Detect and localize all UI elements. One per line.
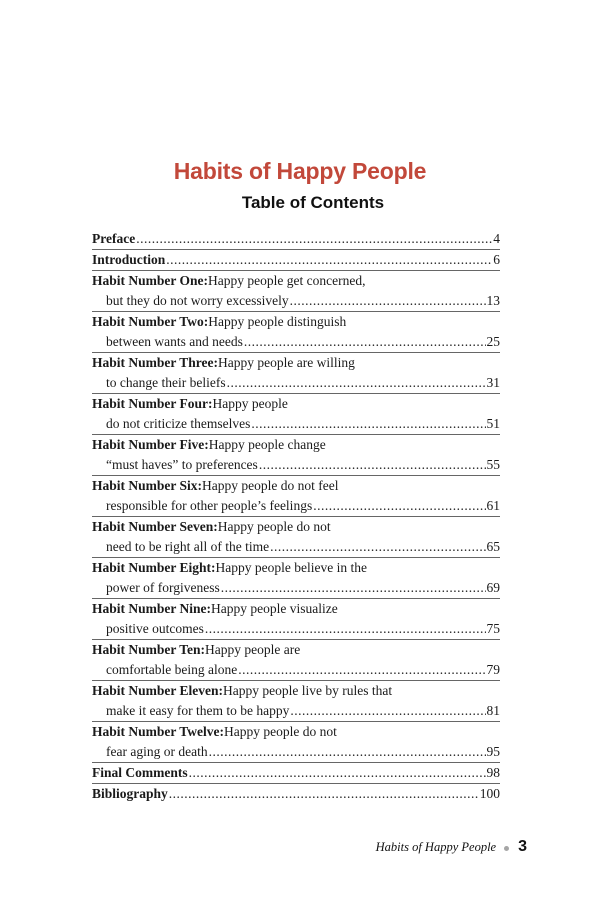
toc-entry-label: Habit Number Eight: [92,560,216,575]
toc-entry-description-cont: make it easy for them to be happy [106,703,290,718]
toc-entry-habit-two[interactable] [92,312,500,352]
dot-leader [189,763,486,783]
toc-entry-description-cont: do not criticize themselves [106,416,251,431]
toc-page-number: 79 [486,662,500,677]
toc-entry-description-cont: to change their beliefs [106,375,226,390]
dot-leader [259,455,486,475]
toc-entry-habit-four[interactable] [92,394,500,434]
toc-page-number: 25 [486,334,500,349]
toc-page-number: 65 [486,539,500,554]
toc-entry-bibliography[interactable] [92,784,500,804]
toc-entry-label: Habit Number Eleven: [92,683,223,698]
toc-page-number: 51 [486,416,500,431]
toc-page-number: 4 [493,231,500,246]
toc-page-number: 69 [486,580,500,595]
toc-entry-label: Habit Number One: [92,273,209,288]
toc-entry-label: Habit Number Twelve: [92,724,224,739]
toc-entry-habit-six[interactable] [92,476,500,516]
toc-page-number: 31 [486,375,500,390]
toc-page-number: 13 [486,293,500,308]
dot-leader [313,496,485,516]
toc-page-number: 98 [486,765,500,780]
dot-leader [238,660,485,680]
toc-entry-description: Happy people are [205,642,301,657]
dot-leader [221,578,486,598]
toc-entry-description: Happy people get concerned, [208,273,366,288]
toc-entry-description-cont: but they do not worry excessively [106,293,289,308]
dot-leader [205,619,486,639]
toc-entry-description-cont: “must haves” to preferences [106,457,258,472]
toc-page-number: 61 [486,498,500,513]
toc-entry-description-cont: need to be right all of the time [106,539,270,554]
dot-leader [270,537,485,557]
toc-entry-description: Happy people distinguish [208,314,347,329]
page-number: 3 [518,838,527,855]
dot-leader [227,373,486,393]
toc-entry-introduction[interactable] [92,250,500,270]
toc-entry-label: Preface [92,231,136,246]
toc-entry-habit-five[interactable] [92,435,500,475]
toc-entry-final-comments[interactable] [92,763,500,783]
toc-entry-label: Habit Number Three: [92,355,219,370]
toc-heading: Table of Contents [241,193,385,212]
toc-entry-description: Happy people live by rules that [223,683,393,698]
running-footer [376,838,527,856]
toc-entry-description-cont: power of forgiveness [106,580,220,595]
table-of-contents [92,229,500,804]
toc-page-number: 81 [486,703,500,718]
toc-entry-description-cont: responsible for other people’s feelings [106,498,313,513]
dot-leader [244,332,486,352]
toc-entry-label: Introduction [92,252,166,267]
toc-entry-description-cont: fear aging or death [106,744,208,759]
toc-entry-description: Happy people do not feel [202,478,339,493]
toc-entry-label: Final Comments [92,765,188,780]
toc-entry-habit-eleven[interactable] [92,681,500,721]
toc-entry-habit-eight[interactable] [92,558,500,598]
dot-leader [251,414,485,434]
toc-page-number: 55 [486,457,500,472]
dot-leader [166,250,492,270]
toc-entry-description: Happy people [212,396,288,411]
toc-entry-label: Habit Number Ten: [92,642,206,657]
toc-entry-description-cont: positive outcomes [106,621,204,636]
toc-entry-label: Habit Number Four: [92,396,213,411]
dot-leader [290,291,486,311]
toc-entry-label: Habit Number Five: [92,437,209,452]
toc-page-number: 100 [479,786,500,801]
toc-entry-description: Happy people are willing [218,355,355,370]
toc-entry-habit-three[interactable] [92,353,500,393]
toc-entry-label: Bibliography [92,786,168,801]
dot-leader [136,229,492,249]
toc-entry-habit-one[interactable] [92,271,500,311]
footer-book-title: Habits of Happy People [375,840,497,854]
toc-entry-label: Habit Number Six: [92,478,203,493]
dot-leader [290,701,485,721]
toc-entry-description: Happy people do not [217,519,331,534]
toc-entry-habit-nine[interactable] [92,599,500,639]
toc-entry-habit-seven[interactable] [92,517,500,557]
toc-page-number: 6 [493,252,500,267]
book-title: Habits of Happy People [173,158,427,184]
toc-entry-description: Happy people believe in the [215,560,367,575]
dot-leader [209,742,486,762]
toc-entry-habit-ten[interactable] [92,640,500,680]
toc-entry-preface[interactable] [92,229,500,249]
toc-entry-label: Habit Number Nine: [92,601,212,616]
toc-entry-label: Habit Number Seven: [92,519,218,534]
toc-entry-description: Happy people do not [224,724,337,739]
dot-leader [169,784,479,804]
bullet-icon [504,846,509,851]
toc-entry-description-cont: comfortable being alone [106,662,238,677]
toc-entry-description: Happy people change [208,437,326,452]
toc-entry-habit-twelve[interactable] [92,722,500,762]
toc-entry-description-cont: between wants and needs [106,334,243,349]
toc-page-number: 75 [486,621,500,636]
toc-entry-label: Habit Number Two: [92,314,209,329]
toc-page-number: 95 [486,744,500,759]
toc-entry-description: Happy people visualize [211,601,338,616]
